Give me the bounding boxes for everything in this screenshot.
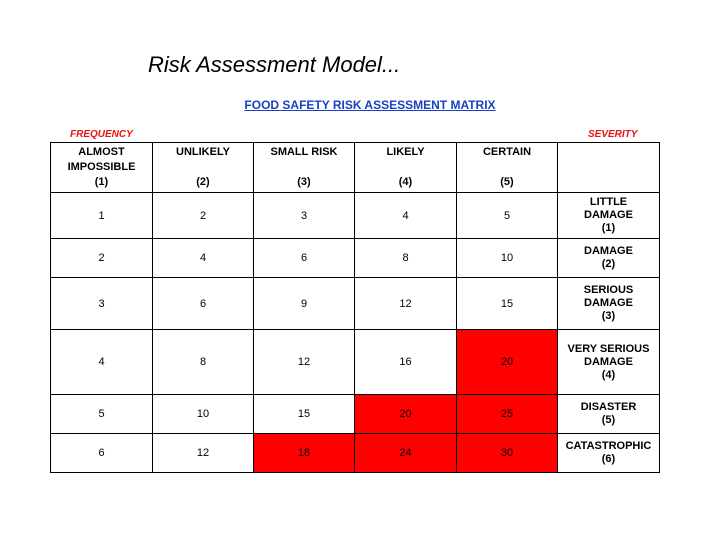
risk-cell: 4	[153, 239, 254, 278]
risk-cell: 6	[153, 278, 254, 330]
severity-cell	[558, 193, 660, 239]
column-header-unlikely: UNLIKELY (2)	[153, 143, 254, 193]
risk-cell-high: 20	[457, 330, 558, 395]
risk-cell: 5	[457, 193, 558, 239]
severity-cell	[558, 434, 660, 473]
severity-text: DISASTER	[580, 401, 637, 413]
table-row	[51, 278, 660, 330]
severity-cell	[558, 239, 660, 278]
risk-cell: 5	[51, 395, 153, 434]
column-header-certain: CERTAIN (5)	[457, 143, 558, 193]
severity-cell	[558, 395, 660, 434]
table-row	[51, 330, 660, 395]
risk-cell-high: 24	[355, 434, 457, 473]
risk-cell-high: 30	[457, 434, 558, 473]
risk-cell: 12	[254, 330, 355, 395]
column-header-small-risk: SMALL RISK (3)	[254, 143, 355, 193]
severity-text: (4)	[601, 368, 616, 381]
severity-text: DAMAGE	[584, 209, 633, 221]
severity-text: LITTLE	[589, 196, 628, 208]
severity-text: (6)	[601, 453, 616, 465]
risk-cell: 10	[153, 395, 254, 434]
severity-text: (3)	[601, 310, 616, 322]
severity-text: (2)	[601, 258, 616, 270]
severity-text: CATASTROPHIC	[565, 440, 652, 452]
severity-cell	[558, 278, 660, 330]
table-row	[51, 193, 660, 239]
column-header-likely: LIKELY (4)	[355, 143, 457, 193]
severity-text: SERIOUS	[583, 284, 634, 296]
risk-cell: 12	[355, 278, 457, 330]
risk-cell: 1	[51, 193, 153, 239]
severity-text: DAMAGE	[584, 355, 633, 368]
table-row	[51, 395, 660, 434]
risk-matrix-table	[50, 142, 660, 473]
table-row	[51, 434, 660, 473]
risk-cell: 12	[153, 434, 254, 473]
header-corner-cell	[558, 143, 660, 193]
severity-text: (5)	[601, 414, 616, 426]
risk-cell: 4	[355, 193, 457, 239]
severity-text: VERY SERIOUS	[567, 342, 650, 355]
column-header-almost-impossible: ALMOST IMPOSSIBLE (1)	[51, 143, 153, 193]
risk-cell: 15	[254, 395, 355, 434]
risk-cell: 8	[153, 330, 254, 395]
frequency-label: FREQUENCY	[70, 129, 133, 140]
severity-text: DAMAGE	[584, 245, 633, 257]
severity-text: DAMAGE	[584, 297, 633, 309]
risk-cell-high: 20	[355, 395, 457, 434]
severity-text: (1)	[601, 222, 616, 234]
risk-cell: 8	[355, 239, 457, 278]
risk-cell-high: 18	[254, 434, 355, 473]
risk-cell: 10	[457, 239, 558, 278]
severity-label: SEVERITY	[588, 129, 638, 140]
risk-cell: 6	[51, 434, 153, 473]
matrix-title: FOOD SAFETY RISK ASSESSMENT MATRIX	[244, 98, 496, 112]
risk-cell: 2	[51, 239, 153, 278]
severity-cell	[558, 330, 660, 395]
header-row	[51, 143, 660, 193]
risk-cell: 3	[51, 278, 153, 330]
risk-cell-high: 25	[457, 395, 558, 434]
page-title: Risk Assessment Model...	[148, 52, 401, 77]
risk-cell: 3	[254, 193, 355, 239]
risk-cell: 4	[51, 330, 153, 395]
risk-cell: 6	[254, 239, 355, 278]
risk-cell: 9	[254, 278, 355, 330]
risk-cell: 16	[355, 330, 457, 395]
risk-cell: 15	[457, 278, 558, 330]
risk-cell: 2	[153, 193, 254, 239]
table-row	[51, 239, 660, 278]
